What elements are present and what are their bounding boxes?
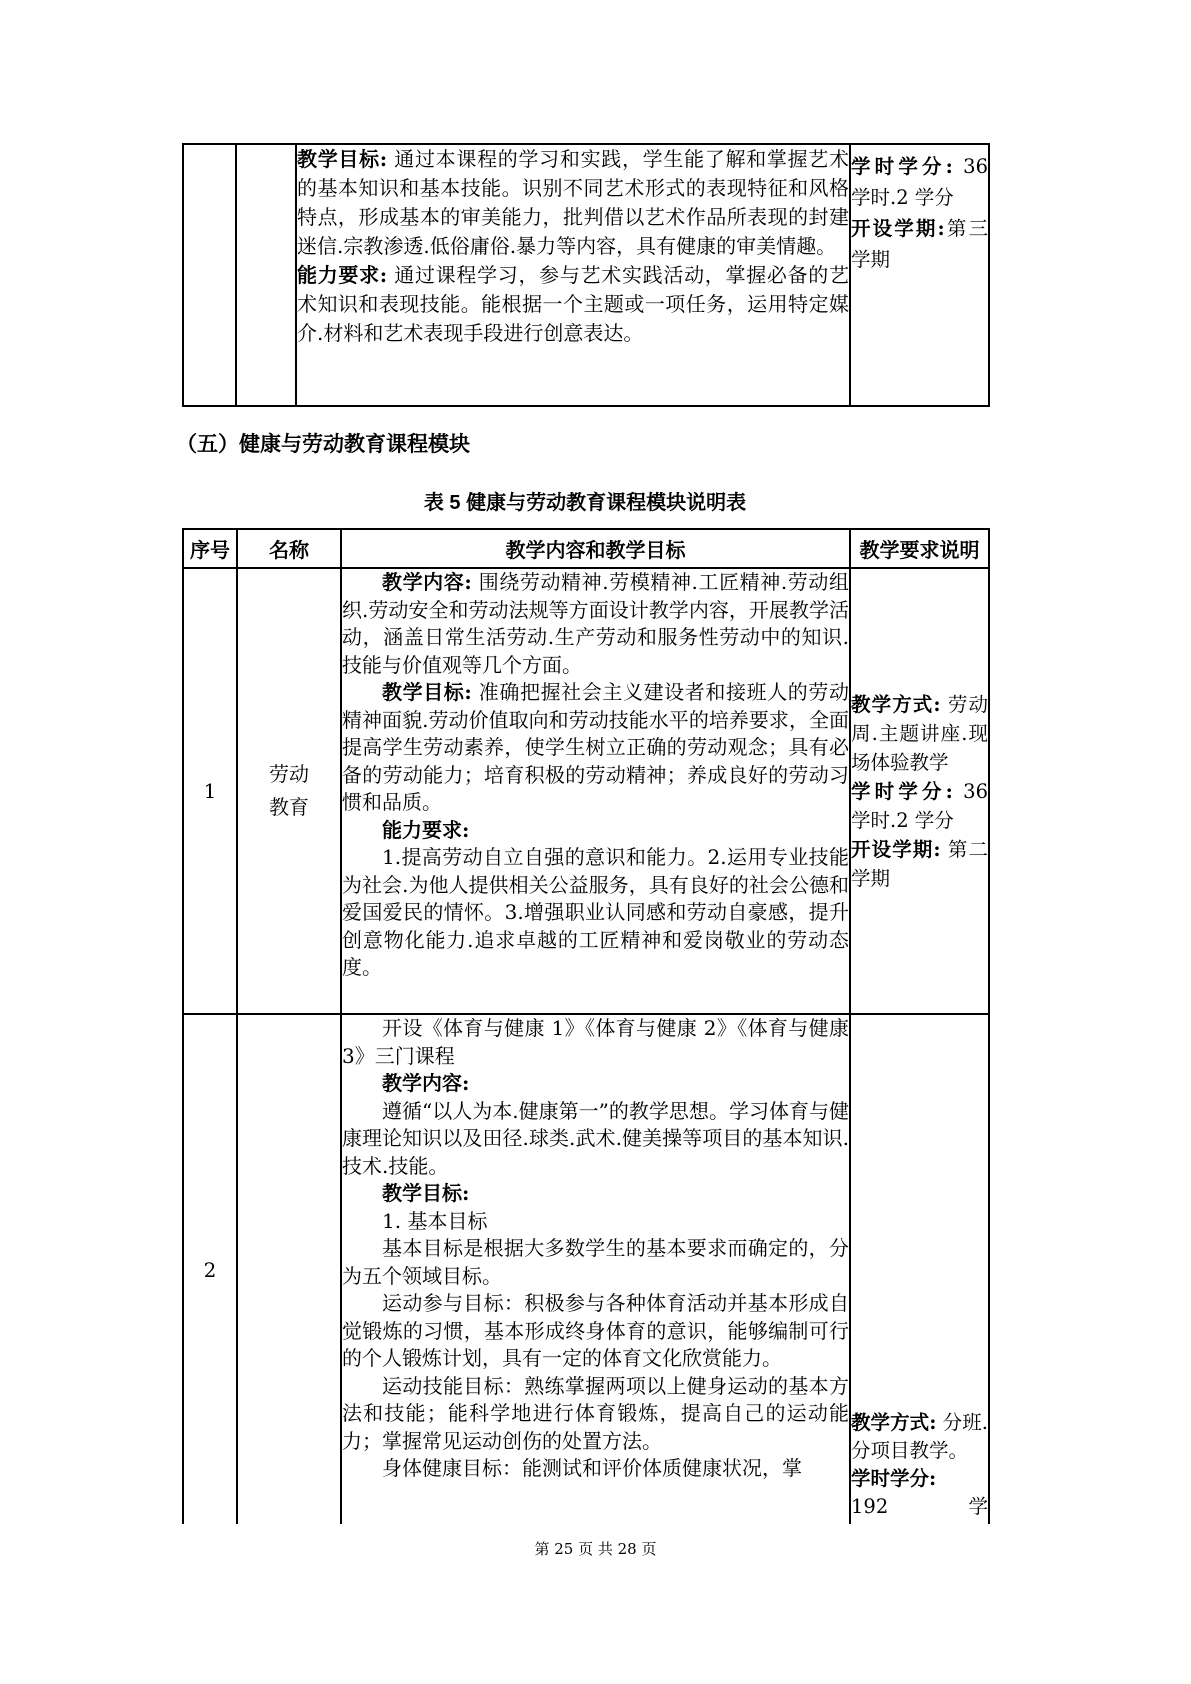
requirement-item bbox=[851, 777, 988, 835]
column-header-requirements: 教学要求说明 bbox=[850, 529, 989, 568]
cell-serial-empty bbox=[183, 144, 236, 406]
column-header-name: 名称 bbox=[237, 529, 341, 568]
requirement-item bbox=[851, 213, 988, 275]
paragraph bbox=[342, 817, 849, 845]
paragraph bbox=[297, 261, 849, 348]
bold-label: 教学目标: bbox=[382, 680, 472, 704]
paragraph-text: 准确把握社会主义建设者和接班人的劳动精神面貌.劳动价值取向和劳动技能水平的培养要求，全面提高学生劳动素养，使学生树立正确的劳动观念；具有必备的劳动能力；培育积极的劳动精神；养成良好的劳动习惯和品质。 bbox=[342, 680, 849, 814]
paragraph bbox=[342, 1208, 849, 1236]
table-row-labor-education bbox=[183, 568, 989, 1014]
paragraph-text: 运动技能目标：熟练掌握两项以上健身运动的基本方法和技能；能科学地进行体育锻炼，提高自己的运动能力；掌握常见运动创伤的处置方法。 bbox=[342, 1373, 849, 1453]
paragraph bbox=[342, 1098, 849, 1181]
cell-course-name bbox=[237, 568, 341, 1014]
page-number-footer: 第 25 页 共 28 页 bbox=[534, 1540, 657, 1558]
bold-label: 学时学分: bbox=[851, 779, 953, 803]
cell-teaching-requirements bbox=[850, 568, 989, 1014]
paragraph-text: 基本目标是根据大多数学生的基本要求而确定的，分为五个领域目标。 bbox=[342, 1236, 849, 1288]
table-header-row bbox=[183, 529, 989, 568]
bold-label: 能力要求: bbox=[382, 817, 470, 842]
cell-teaching-content bbox=[341, 1014, 850, 1524]
requirement-text: 第二学期 bbox=[851, 837, 989, 890]
requirement-text: 第三学期 bbox=[851, 217, 988, 271]
paragraph bbox=[342, 1455, 849, 1483]
requirement-text: 36 学时.2 学分 bbox=[851, 155, 988, 209]
requirement-text: 分班.分项目教学。 bbox=[851, 1411, 988, 1462]
paragraph-text: 通过课程学习，参与艺术实践活动，掌握必备的艺术知识和表现技能。能根据一个主题或一项任务，运用特定媒介.材料和艺术表现手段进行创意表达。 bbox=[297, 263, 850, 345]
table-title: 表 5 健康与劳动教育课程模块说明表 bbox=[423, 492, 747, 514]
table4-continuation bbox=[182, 143, 990, 407]
cell-teaching-content bbox=[296, 144, 850, 406]
cell-teaching-content bbox=[341, 568, 850, 1014]
paragraph bbox=[342, 1290, 849, 1373]
requirement-text: 192 学 bbox=[851, 1495, 988, 1518]
section-heading: （五）健康与劳动教育课程模块 bbox=[176, 433, 470, 456]
cell-serial: 1 bbox=[183, 568, 237, 1014]
table-row bbox=[183, 144, 989, 406]
requirement-item bbox=[851, 1465, 988, 1493]
paragraph-text: 1. 基本目标 bbox=[382, 1208, 488, 1233]
bold-label: 开设学期: bbox=[851, 217, 945, 240]
paragraph-text: 身体健康目标：能测试和评价体质健康状况，掌 bbox=[382, 1456, 802, 1480]
paragraph bbox=[342, 1235, 849, 1290]
requirement-text: 劳动周.主题讲座.现场体验教学 bbox=[851, 692, 989, 774]
paragraph bbox=[342, 1015, 849, 1070]
cell-course-name bbox=[237, 1014, 341, 1524]
paragraph-text: 1.提高劳动自立自强的意识和能力。2.运用专业技能为社会.为他人提供相关公益服务，具有良好的社会公德和爱国爱民的情怀。3.增强职业认同感和劳动自豪感，提升创意物化能力.追求卓越的工匠精神和爱岗敬业的劳动态度。 bbox=[342, 845, 849, 979]
paragraph-text: 遵循“以人为本.健康第一”的教学思想。学习体育与健康理论知识以及田径.球类.武术.健美操等项目的基本知识.技术.技能。 bbox=[342, 1098, 849, 1178]
paragraph bbox=[342, 569, 849, 679]
course-name-line: 教育 bbox=[269, 795, 309, 819]
paragraph bbox=[342, 1180, 849, 1208]
bold-label: 教学方式: bbox=[851, 692, 941, 716]
cell-serial: 2 bbox=[183, 1014, 237, 1524]
requirement-text: 36 学时.2 学分 bbox=[851, 779, 988, 832]
cell-teaching-requirements bbox=[850, 1014, 989, 1524]
requirement-item bbox=[851, 151, 988, 213]
paragraph bbox=[297, 145, 849, 261]
paragraph-text: 开设《体育与健康 1》《体育与健康 2》《体育与健康 3》三门课程 bbox=[342, 1016, 849, 1068]
bold-label: 教学内容: bbox=[382, 1071, 470, 1095]
requirement-item bbox=[851, 1409, 988, 1465]
bold-label: 学时学分: bbox=[851, 155, 953, 178]
bold-label: 能力要求: bbox=[297, 263, 388, 287]
paragraph bbox=[342, 679, 849, 817]
bold-label: 开设学期: bbox=[851, 837, 941, 861]
column-header-serial: 序号 bbox=[183, 529, 237, 568]
paragraph bbox=[342, 1070, 849, 1098]
paragraph bbox=[342, 844, 849, 982]
bold-label: 学时学分: bbox=[851, 1467, 937, 1490]
cell-teaching-requirements bbox=[850, 144, 989, 406]
bold-label: 教学内容: bbox=[382, 570, 472, 594]
paragraph bbox=[342, 1373, 849, 1456]
course-name-line: 劳动 bbox=[269, 762, 309, 786]
cell-name-empty bbox=[236, 144, 296, 406]
paragraph-text: 运动参与目标：积极参与各种体育活动并基本形成自觉锻炼的习惯，基本形成终身体育的意识，能够编制可行的个人锻炼计划，具有一定的体育文化欣赏能力。 bbox=[342, 1291, 849, 1370]
table-row-physical-education bbox=[183, 1014, 989, 1524]
bold-label: 教学目标: bbox=[382, 1181, 470, 1205]
bold-label: 教学方式: bbox=[851, 1411, 937, 1434]
table5-health-labor-modules bbox=[182, 528, 990, 1524]
requirement-item bbox=[851, 1493, 988, 1521]
paragraph-text: 通过本课程的学习和实践，学生能了解和掌握艺术的基本知识和基本技能。识别不同艺术形式的表现特征和风格特点，形成基本的审美能力，批判借以艺术作品所表现的封建迷信.宗教渗透.低俗庸俗.暴力等内容，具有健康的审美情趣。 bbox=[297, 147, 850, 258]
requirement-item bbox=[851, 835, 988, 893]
requirement-item bbox=[851, 690, 988, 777]
bold-label: 教学目标: bbox=[297, 147, 388, 171]
paragraph-text: 围绕劳动精神.劳模精神.工匠精神.劳动组织.劳动安全和劳动法规等方面设计教学内容，开展教学活动，涵盖日常生活劳动.生产劳动和服务性劳动中的知识.技能与价值观等几个方面。 bbox=[342, 570, 849, 677]
column-header-content: 教学内容和教学目标 bbox=[341, 529, 850, 568]
